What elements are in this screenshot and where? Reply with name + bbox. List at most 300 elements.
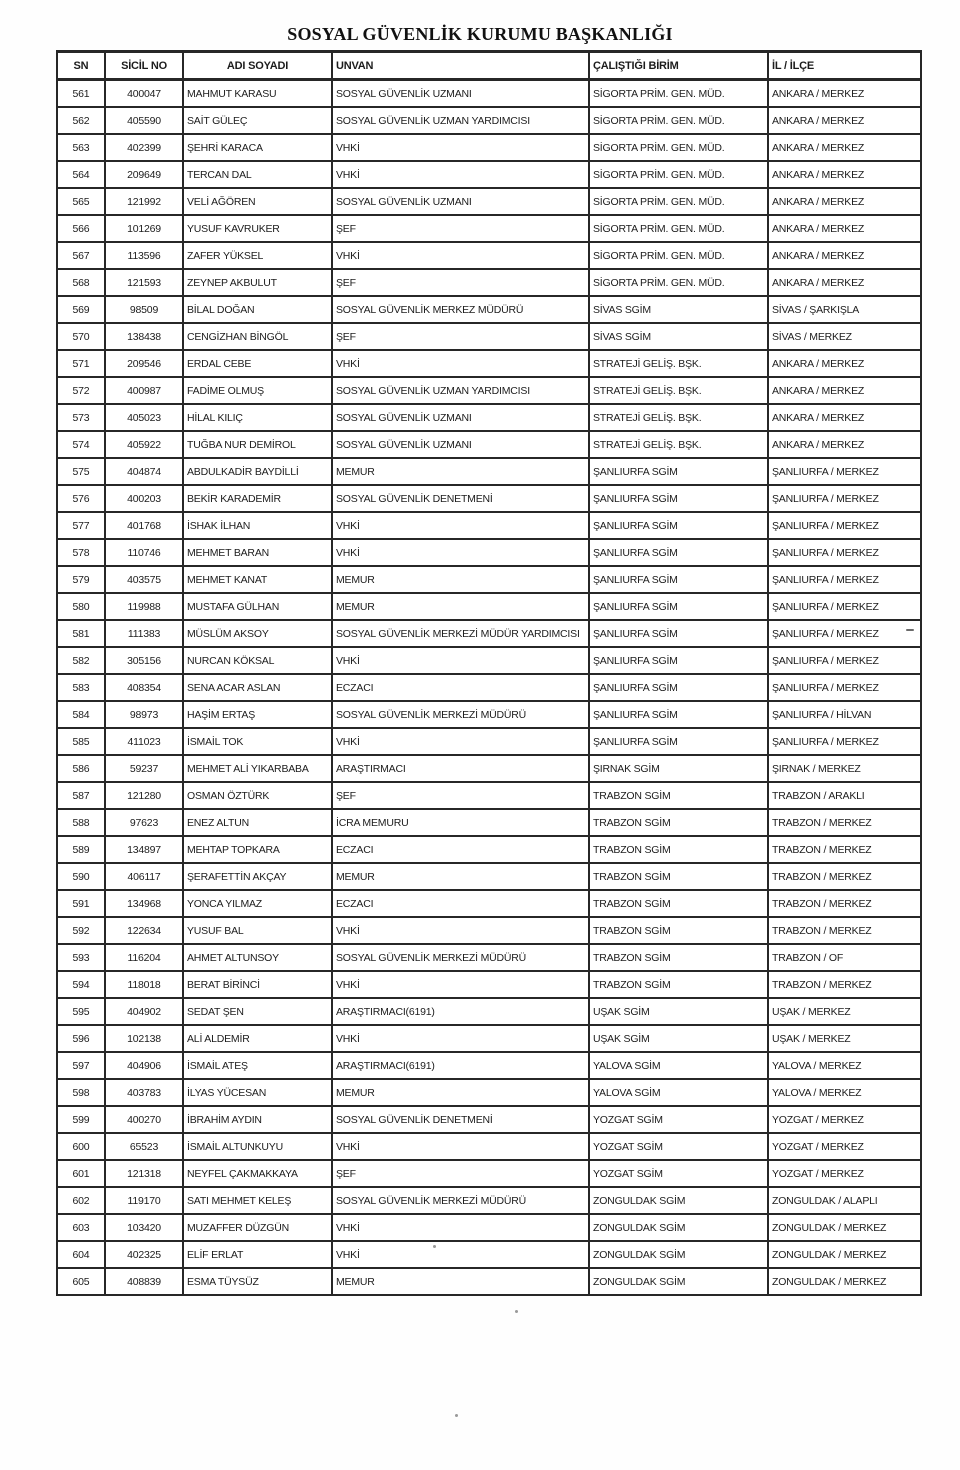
table-row: [57, 971, 921, 998]
table-cell: 598: [57, 1079, 105, 1106]
table-cell: ANKARA / MERKEZ: [768, 377, 921, 404]
table-cell: ABDULKADİR BAYDİLLİ: [183, 458, 332, 485]
table-row: [57, 917, 921, 944]
table-cell: 116204: [105, 944, 183, 971]
table-cell: MEHTAP TOPKARA: [183, 836, 332, 863]
table-row: [57, 269, 921, 296]
table-cell: BİLAL DOĞAN: [183, 296, 332, 323]
table-cell: SOSYAL GÜVENLİK MERKEZİ MÜDÜRÜ: [332, 1187, 589, 1214]
table-cell: 122634: [105, 917, 183, 944]
table-cell: YALOVA SGİM: [589, 1079, 768, 1106]
table-cell: YOZGAT / MERKEZ: [768, 1160, 921, 1187]
table-cell: ZONGULDAK / MERKEZ: [768, 1241, 921, 1268]
table-cell: ECZACI: [332, 836, 589, 863]
table-cell: YALOVA / MERKEZ: [768, 1079, 921, 1106]
table-cell: ŞEHRİ KARACA: [183, 134, 332, 161]
table-cell: YOZGAT SGİM: [589, 1133, 768, 1160]
table-cell: ŞANLIURFA / MERKEZ: [768, 539, 921, 566]
table-cell: İBRAHİM AYDIN: [183, 1106, 332, 1133]
table-cell: 102138: [105, 1025, 183, 1052]
table-cell: 403575: [105, 566, 183, 593]
table-cell: 565: [57, 188, 105, 215]
column-header-0: SN: [57, 52, 105, 80]
table-cell: VHKİ: [332, 161, 589, 188]
table-cell: İSMAİL ATEŞ: [183, 1052, 332, 1079]
table-cell: ŞANLIURFA SGİM: [589, 701, 768, 728]
table-cell: 400047: [105, 80, 183, 108]
table-cell: ANKARA / MERKEZ: [768, 107, 921, 134]
column-header-2: ADI SOYADI: [183, 52, 332, 80]
table-cell: 98509: [105, 296, 183, 323]
table-cell: STRATEJİ GELİŞ. BŞK.: [589, 377, 768, 404]
table-row: [57, 701, 921, 728]
table-cell: VELİ AĞÖREN: [183, 188, 332, 215]
table-cell: STRATEJİ GELİŞ. BŞK.: [589, 404, 768, 431]
table-cell: ŞERAFETTİN AKÇAY: [183, 863, 332, 890]
table-cell: 119988: [105, 593, 183, 620]
table-cell: TRABZON SGİM: [589, 782, 768, 809]
table-cell: SİGORTA PRİM. GEN. MÜD.: [589, 215, 768, 242]
table-row: [57, 323, 921, 350]
table-cell: 594: [57, 971, 105, 998]
table-cell: SİGORTA PRİM. GEN. MÜD.: [589, 134, 768, 161]
table-cell: 305156: [105, 647, 183, 674]
table-cell: ŞANLIURFA SGİM: [589, 647, 768, 674]
table-cell: CENGİZHAN BİNGÖL: [183, 323, 332, 350]
table-row: [57, 728, 921, 755]
table-cell: ŞANLIURFA SGİM: [589, 728, 768, 755]
table-cell: 578: [57, 539, 105, 566]
table-cell: ANKARA / MERKEZ: [768, 134, 921, 161]
table-cell: ANKARA / MERKEZ: [768, 161, 921, 188]
table-cell: 65523: [105, 1133, 183, 1160]
table-cell: 118018: [105, 971, 183, 998]
table-cell: TRABZON / MERKEZ: [768, 863, 921, 890]
table-body: [57, 80, 921, 1296]
table-cell: SİVAS SGİM: [589, 296, 768, 323]
table-cell: 584: [57, 701, 105, 728]
table-cell: SATI MEHMET KELEŞ: [183, 1187, 332, 1214]
table-cell: ŞANLIURFA / MERKEZ: [768, 485, 921, 512]
table-cell: AHMET ALTUNSOY: [183, 944, 332, 971]
table-cell: ZONGULDAK / MERKEZ: [768, 1214, 921, 1241]
table-cell: 408354: [105, 674, 183, 701]
table-row: [57, 890, 921, 917]
column-header-5: İL / İLÇE: [768, 52, 921, 80]
table-row: [57, 1268, 921, 1295]
table-cell: NURCAN KÖKSAL: [183, 647, 332, 674]
table-row: [57, 80, 921, 108]
table-cell: ŞANLIURFA SGİM: [589, 674, 768, 701]
table-cell: ANKARA / MERKEZ: [768, 242, 921, 269]
column-header-4: ÇALIŞTIĞI BİRİM: [589, 52, 768, 80]
table-cell: 98973: [105, 701, 183, 728]
table-cell: ŞANLIURFA SGİM: [589, 485, 768, 512]
table-cell: 400987: [105, 377, 183, 404]
table-cell: İSHAK İLHAN: [183, 512, 332, 539]
table-cell: 597: [57, 1052, 105, 1079]
table-cell: ZONGULDAK SGİM: [589, 1214, 768, 1241]
table-cell: UŞAK SGİM: [589, 998, 768, 1025]
table-cell: ELİF ERLAT: [183, 1241, 332, 1268]
table-cell: 402325: [105, 1241, 183, 1268]
table-cell: TRABZON / ARAKLI: [768, 782, 921, 809]
table-cell: UŞAK / MERKEZ: [768, 1025, 921, 1052]
table-cell: 405922: [105, 431, 183, 458]
table-cell: 570: [57, 323, 105, 350]
table-cell: SOSYAL GÜVENLİK UZMANI: [332, 431, 589, 458]
table-row: [57, 1214, 921, 1241]
table-cell: 110746: [105, 539, 183, 566]
table-cell: SOSYAL GÜVENLİK MERKEZ MÜDÜRÜ: [332, 296, 589, 323]
table-cell: HAŞİM ERTAŞ: [183, 701, 332, 728]
table-cell: İLYAS YÜCESAN: [183, 1079, 332, 1106]
table-row: [57, 674, 921, 701]
table-row: [57, 863, 921, 890]
table-cell: 601: [57, 1160, 105, 1187]
table-cell: 405023: [105, 404, 183, 431]
table-cell: MEMUR: [332, 566, 589, 593]
table-cell: 603: [57, 1214, 105, 1241]
table-cell: ZONGULDAK / ALAPLI: [768, 1187, 921, 1214]
table-cell: MEHMET BARAN: [183, 539, 332, 566]
table-cell: ARAŞTIRMACI: [332, 755, 589, 782]
table-cell: ŞEF: [332, 782, 589, 809]
table-row: [57, 782, 921, 809]
table-cell: ECZACI: [332, 674, 589, 701]
table-row: [57, 1241, 921, 1268]
table-cell: TERCAN DAL: [183, 161, 332, 188]
table-cell: STRATEJİ GELİŞ. BŞK.: [589, 431, 768, 458]
table-cell: ŞIRNAK SGİM: [589, 755, 768, 782]
table-cell: HİLAL KILIÇ: [183, 404, 332, 431]
table-row: [57, 1079, 921, 1106]
table-cell: SİVAS / MERKEZ: [768, 323, 921, 350]
table-cell: İSMAİL TOK: [183, 728, 332, 755]
table-cell: TRABZON / OF: [768, 944, 921, 971]
table-cell: MUSTAFA GÜLHAN: [183, 593, 332, 620]
table-cell: SİVAS SGİM: [589, 323, 768, 350]
table-cell: 138438: [105, 323, 183, 350]
table-cell: 575: [57, 458, 105, 485]
table-cell: TRABZON SGİM: [589, 917, 768, 944]
table-cell: VHKİ: [332, 1214, 589, 1241]
table-cell: VHKİ: [332, 971, 589, 998]
table-cell: TRABZON SGİM: [589, 971, 768, 998]
scan-artifact-dash: [906, 629, 914, 631]
table-cell: TRABZON / MERKEZ: [768, 917, 921, 944]
table-cell: 121318: [105, 1160, 183, 1187]
table-row: [57, 1106, 921, 1133]
table-cell: İCRA MEMURU: [332, 809, 589, 836]
table-cell: SENA ACAR ASLAN: [183, 674, 332, 701]
table-cell: SOSYAL GÜVENLİK MERKEZİ MÜDÜRÜ: [332, 701, 589, 728]
table-cell: STRATEJİ GELİŞ. BŞK.: [589, 350, 768, 377]
table-cell: ŞANLIURFA SGİM: [589, 593, 768, 620]
table-row: [57, 1160, 921, 1187]
table-cell: SOSYAL GÜVENLİK MERKEZİ MÜDÜRÜ: [332, 944, 589, 971]
table-row: [57, 350, 921, 377]
table-cell: 581: [57, 620, 105, 647]
table-cell: MÜSLÜM AKSOY: [183, 620, 332, 647]
table-cell: 602: [57, 1187, 105, 1214]
table-cell: 585: [57, 728, 105, 755]
table-row: [57, 512, 921, 539]
table-cell: ŞANLIURFA SGİM: [589, 512, 768, 539]
table-cell: SİGORTA PRİM. GEN. MÜD.: [589, 80, 768, 108]
table-cell: 564: [57, 161, 105, 188]
table-cell: YALOVA / MERKEZ: [768, 1052, 921, 1079]
table-cell: 568: [57, 269, 105, 296]
table-cell: 404906: [105, 1052, 183, 1079]
table-row: [57, 215, 921, 242]
table-cell: TRABZON SGİM: [589, 944, 768, 971]
table-cell: ŞANLIURFA SGİM: [589, 620, 768, 647]
table-cell: YALOVA SGİM: [589, 1052, 768, 1079]
table-cell: 103420: [105, 1214, 183, 1241]
table-cell: İSMAİL ALTUNKUYU: [183, 1133, 332, 1160]
table-cell: ECZACI: [332, 890, 589, 917]
table-cell: ŞEF: [332, 215, 589, 242]
table-row: [57, 188, 921, 215]
header-row: [57, 52, 921, 80]
table-cell: ANKARA / MERKEZ: [768, 188, 921, 215]
table-cell: TRABZON SGİM: [589, 809, 768, 836]
table-cell: ŞANLIURFA / MERKEZ: [768, 620, 921, 647]
table-cell: SOSYAL GÜVENLİK DENETMENİ: [332, 1106, 589, 1133]
table-cell: ZONGULDAK SGİM: [589, 1268, 768, 1295]
table-cell: 574: [57, 431, 105, 458]
table-cell: ZONGULDAK SGİM: [589, 1187, 768, 1214]
table-cell: 562: [57, 107, 105, 134]
table-row: [57, 593, 921, 620]
table-row: [57, 485, 921, 512]
table-cell: 593: [57, 944, 105, 971]
table-cell: 403783: [105, 1079, 183, 1106]
scan-artifact-speck: [515, 1310, 518, 1313]
table-cell: ŞANLIURFA SGİM: [589, 458, 768, 485]
table-cell: VHKİ: [332, 242, 589, 269]
table-cell: ZEYNEP AKBULUT: [183, 269, 332, 296]
table-cell: SİVAS / ŞARKIŞLA: [768, 296, 921, 323]
table-cell: VHKİ: [332, 917, 589, 944]
table-cell: ŞANLIURFA / MERKEZ: [768, 674, 921, 701]
column-header-1: SİCİL NO: [105, 52, 183, 80]
table-cell: ENEZ ALTUN: [183, 809, 332, 836]
table-row: [57, 377, 921, 404]
table-cell: ŞANLIURFA / MERKEZ: [768, 593, 921, 620]
table-cell: 405590: [105, 107, 183, 134]
table-cell: ANKARA / MERKEZ: [768, 431, 921, 458]
table-cell: 563: [57, 134, 105, 161]
table-cell: UŞAK / MERKEZ: [768, 998, 921, 1025]
table-cell: VHKİ: [332, 1025, 589, 1052]
table-cell: TRABZON SGİM: [589, 863, 768, 890]
table-cell: ALİ ALDEMİR: [183, 1025, 332, 1052]
table-cell: SAİT GÜLEÇ: [183, 107, 332, 134]
table-cell: VHKİ: [332, 539, 589, 566]
table-cell: SOSYAL GÜVENLİK UZMANI: [332, 404, 589, 431]
table-cell: 111383: [105, 620, 183, 647]
table-cell: MUZAFFER DÜZGÜN: [183, 1214, 332, 1241]
table-cell: ANKARA / MERKEZ: [768, 404, 921, 431]
table-cell: MEMUR: [332, 593, 589, 620]
table-cell: MEHMET KANAT: [183, 566, 332, 593]
table-cell: YOZGAT SGİM: [589, 1106, 768, 1133]
table-row: [57, 620, 921, 647]
table-cell: ZONGULDAK / MERKEZ: [768, 1268, 921, 1295]
table-cell: 134897: [105, 836, 183, 863]
table-cell: 580: [57, 593, 105, 620]
table-cell: ŞIRNAK / MERKEZ: [768, 755, 921, 782]
table-cell: 59237: [105, 755, 183, 782]
table-cell: 577: [57, 512, 105, 539]
table-cell: SOSYAL GÜVENLİK UZMANI: [332, 80, 589, 108]
table-cell: 588: [57, 809, 105, 836]
table-cell: SİGORTA PRİM. GEN. MÜD.: [589, 107, 768, 134]
table-cell: ANKARA / MERKEZ: [768, 215, 921, 242]
table-cell: ESMA TÜYSÜZ: [183, 1268, 332, 1295]
table-row: [57, 242, 921, 269]
table-row: [57, 296, 921, 323]
table-row: [57, 539, 921, 566]
table-cell: 411023: [105, 728, 183, 755]
table-cell: MEMUR: [332, 1268, 589, 1295]
table-row: [57, 161, 921, 188]
table-cell: 101269: [105, 215, 183, 242]
table-cell: ŞANLIURFA / MERKEZ: [768, 512, 921, 539]
table-cell: OSMAN ÖZTÜRK: [183, 782, 332, 809]
table-row: [57, 566, 921, 593]
table-cell: 569: [57, 296, 105, 323]
table-cell: YONCA YILMAZ: [183, 890, 332, 917]
table-cell: 604: [57, 1241, 105, 1268]
table-cell: 600: [57, 1133, 105, 1160]
table-cell: 592: [57, 917, 105, 944]
document-title: SOSYAL GÜVENLİK KURUMU BAŞKANLIĞI: [287, 24, 673, 44]
table-cell: BEKİR KARADEMİR: [183, 485, 332, 512]
table-row: [57, 1187, 921, 1214]
table-cell: ŞANLIURFA / MERKEZ: [768, 458, 921, 485]
table-cell: ŞANLIURFA / MERKEZ: [768, 647, 921, 674]
table-header: [57, 52, 921, 80]
table-cell: 599: [57, 1106, 105, 1133]
table-row: [57, 134, 921, 161]
table-cell: SİGORTA PRİM. GEN. MÜD.: [589, 188, 768, 215]
table-cell: BERAT BİRİNCİ: [183, 971, 332, 998]
table-cell: 571: [57, 350, 105, 377]
table-cell: ŞEF: [332, 269, 589, 296]
column-header-3: UNVAN: [332, 52, 589, 80]
table-cell: ŞEF: [332, 1160, 589, 1187]
table-cell: YOZGAT / MERKEZ: [768, 1133, 921, 1160]
table-cell: MEMUR: [332, 1079, 589, 1106]
table-cell: YUSUF KAVRUKER: [183, 215, 332, 242]
table-cell: 567: [57, 242, 105, 269]
table-cell: ŞANLIURFA SGİM: [589, 566, 768, 593]
table-cell: TRABZON / MERKEZ: [768, 971, 921, 998]
table-cell: 605: [57, 1268, 105, 1295]
table-row: [57, 1025, 921, 1052]
table-cell: 119170: [105, 1187, 183, 1214]
table-row: [57, 404, 921, 431]
table-row: [57, 107, 921, 134]
table-row: [57, 809, 921, 836]
table-cell: 404902: [105, 998, 183, 1025]
table-cell: ANKARA / MERKEZ: [768, 269, 921, 296]
table-row: [57, 431, 921, 458]
table-cell: VHKİ: [332, 350, 589, 377]
table-row: [57, 836, 921, 863]
table-cell: ŞEF: [332, 323, 589, 350]
table-cell: 402399: [105, 134, 183, 161]
table-cell: 587: [57, 782, 105, 809]
table-cell: ŞANLIURFA / HİLVAN: [768, 701, 921, 728]
table-cell: 121992: [105, 188, 183, 215]
table-cell: 595: [57, 998, 105, 1025]
table-cell: SOSYAL GÜVENLİK MERKEZİ MÜDÜR YARDIMCISI: [332, 620, 589, 647]
table-cell: 591: [57, 890, 105, 917]
table-cell: 408839: [105, 1268, 183, 1295]
table-row: [57, 647, 921, 674]
table-cell: UŞAK SGİM: [589, 1025, 768, 1052]
table-cell: 113596: [105, 242, 183, 269]
table-cell: 97623: [105, 809, 183, 836]
table-cell: SİGORTA PRİM. GEN. MÜD.: [589, 269, 768, 296]
table-cell: 572: [57, 377, 105, 404]
table-cell: 573: [57, 404, 105, 431]
table-cell: 209649: [105, 161, 183, 188]
table-cell: 121280: [105, 782, 183, 809]
table-cell: VHKİ: [332, 728, 589, 755]
table-cell: TRABZON / MERKEZ: [768, 890, 921, 917]
table-cell: TRABZON / MERKEZ: [768, 836, 921, 863]
table-cell: VHKİ: [332, 512, 589, 539]
table-cell: 590: [57, 863, 105, 890]
table-row: [57, 1052, 921, 1079]
table-cell: VHKİ: [332, 1241, 589, 1268]
table-cell: SİGORTA PRİM. GEN. MÜD.: [589, 242, 768, 269]
table-cell: YOZGAT SGİM: [589, 1160, 768, 1187]
table-cell: ARAŞTIRMACI(6191): [332, 1052, 589, 1079]
scan-artifact-speck: [455, 1414, 458, 1417]
table-cell: 134968: [105, 890, 183, 917]
table-cell: MEHMET ALİ YIKARBABA: [183, 755, 332, 782]
table-cell: SOSYAL GÜVENLİK UZMAN YARDIMCISI: [332, 377, 589, 404]
table-cell: SOSYAL GÜVENLİK DENETMENİ: [332, 485, 589, 512]
table-cell: TRABZON / MERKEZ: [768, 809, 921, 836]
table-cell: MEMUR: [332, 863, 589, 890]
table-cell: 589: [57, 836, 105, 863]
table-cell: ŞANLIURFA / MERKEZ: [768, 566, 921, 593]
table-cell: ŞANLIURFA / MERKEZ: [768, 728, 921, 755]
table-row: [57, 1133, 921, 1160]
table-cell: VHKİ: [332, 134, 589, 161]
table-cell: 566: [57, 215, 105, 242]
personnel-table: [56, 50, 922, 1296]
table-cell: 596: [57, 1025, 105, 1052]
table-cell: 406117: [105, 863, 183, 890]
table-cell: 121593: [105, 269, 183, 296]
table-cell: 401768: [105, 512, 183, 539]
table-cell: TRABZON SGİM: [589, 836, 768, 863]
table-cell: 209546: [105, 350, 183, 377]
table-cell: TRABZON SGİM: [589, 890, 768, 917]
table-row: [57, 944, 921, 971]
table-cell: 400270: [105, 1106, 183, 1133]
table-row: [57, 755, 921, 782]
table-cell: SİGORTA PRİM. GEN. MÜD.: [589, 161, 768, 188]
